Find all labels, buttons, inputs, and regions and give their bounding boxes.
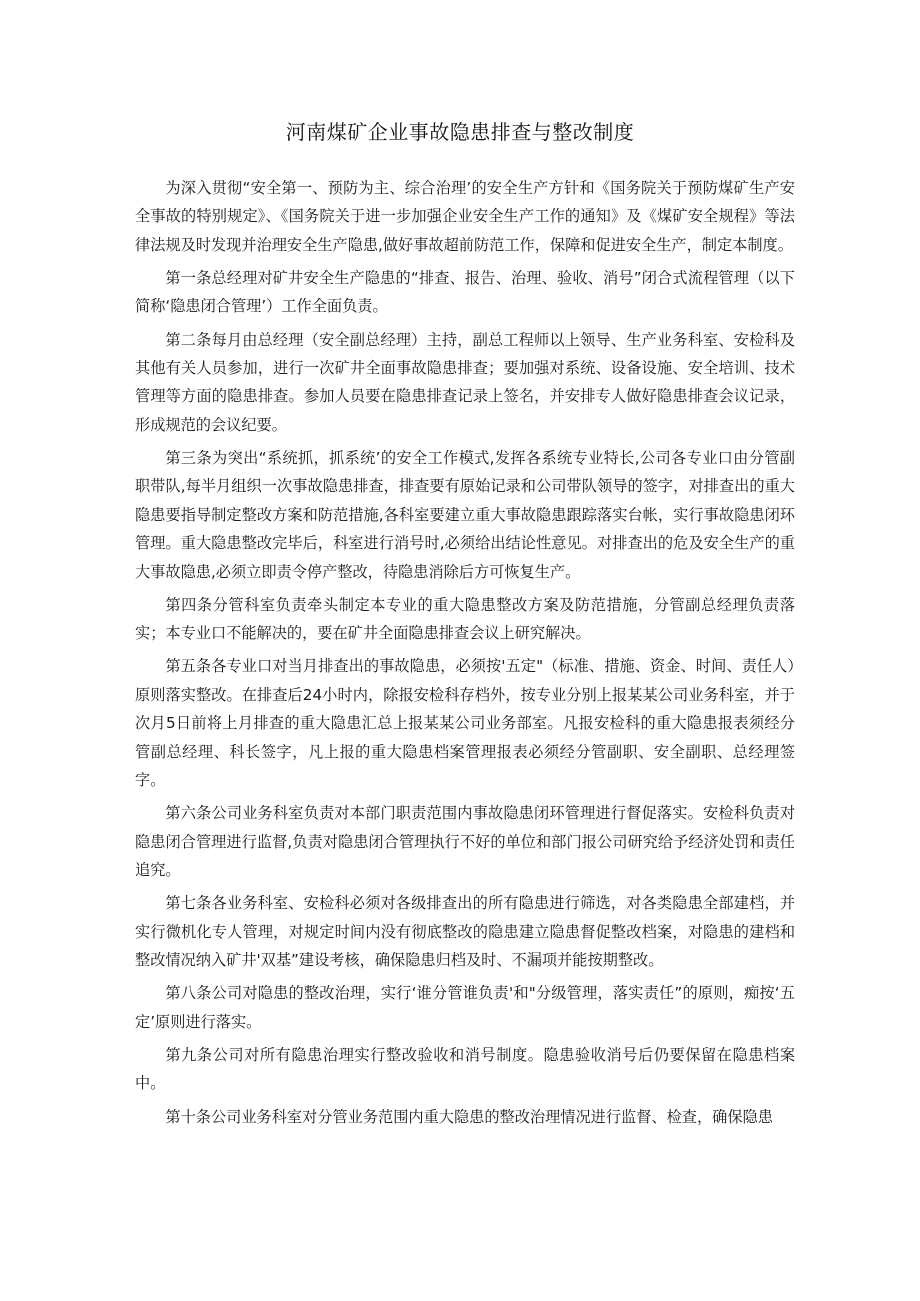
paragraph-article-9: 第九条公司对所有隐患治理实行整改验收和消号制度。隐患验收消号后仍要保留在隐患档案中。 bbox=[135, 1045, 795, 1093]
document-body bbox=[135, 174, 795, 1136]
paragraph-article-7: 第七条各业务科室、安检科必须对各级排查出的所有隐患进行筛选，对各类隐患全部建档，并实行微机化专人管理，对规定时间内没有彻底整改的隐患建立隐患督促整改档案，对隐患的建档和整改情况纳入矿井'双基”建设考核，确保隐患归档及时、不漏项并能按期整改。 bbox=[135, 894, 795, 970]
paragraph-article-8: 第八条公司对隐患的整改治理，实行‘谁分管谁负责'和"分级管理，落实责任”的原则，痴按‘五定’原则进行落实。 bbox=[135, 984, 795, 1031]
paragraph-article-4: 第四条分管科室负责牵头制定本专业的重大隐患整改方案及防范措施，分管副总经理负责落实；本专业口不能解决的，要在矿井全面隐患排查会议上研究解决。 bbox=[135, 595, 795, 643]
paragraph-article-3: 第三条为突出“系统抓，抓系统’的安全工作模式,发挥各系统专业特长,公司各专业口由分管副职带队,每半月组织一次事故隐患排查，排查要有原始记录和公司带队领导的签字，对排查出的重大隐患要指导制定整改方案和防范措施,各科室要建立重大事故隐患跟踪落实台帐，实行事故隐患闭环管理。重大隐患整改完毕后，科室进行消号时,必须给出结论性意见。对排查出的危及安全生产的重大事故隐患,必须立即责令停产整改，待隐患消除后方可恢复生产。 bbox=[135, 449, 795, 581]
paragraph-article-5: 第五条各专业口对当月排查出的事故隐患，必须按'五定"（标准、措施、资金、时间、责任人）原则落实整改。在排查后24小时内，除报安检科存档外，按专业分别上报某某公司业务科室，并于次月5日前将上月排查的重大隐患汇总上报某某公司业务部室。凡报安检科的重大隐患报表须经分管副总经理、科长签字，凡上报的重大隐患档案管理报表必须经分管副职、安全副职、总经理签字。 bbox=[135, 657, 795, 790]
paragraph-article-2: 第二条每月由总经理（安全副总经理）主持，副总工程师以上领导、生产业务科室、安检科及其他有关人员参加，进行一次矿井全面事故隐患排查；要加强对系统、设备设施、安全培训、技术管理等方面的隐患排查。参加人员要在隐患排查记录上签名，并安排专人做好隐患排查会议记录，形成规范的会议纪要。 bbox=[135, 330, 795, 434]
paragraph-article-1: 第一条总经理对矿井安全生产隐患的“排查、报告、治理、验收、消号”闭合式流程管理（以下简称‘隐患闭合管理’）工作全面负责。 bbox=[135, 269, 795, 316]
paragraph-article-10: 第十条公司业务科室对分管业务范围内重大隐患的整改治理情况进行监督、检查，确保隐患 bbox=[165, 1107, 773, 1126]
paragraph-article-6: 第六条公司业务科室负责对本部门职责范围内事故隐患闭环管理进行督促落实。安检科负责对隐患闭合管理进行监督,负责对隐患闭合管理执行不好的单位和部门报公司研究给予经济处罚和责任追究。 bbox=[135, 804, 795, 880]
document-title: 河南煤矿企业事故隐患排查与整改制度 bbox=[285, 120, 635, 144]
paragraph-intro: 为深入贯彻“安全第一、预防为主、综合治理’的安全生产方针和《国务院关于预防煤矿生产安全事故的特别规定》、《国务院关于进一步加强企业安全生产工作的通知》及《煤矿安全规程》等法律法规及时发现并治理安全生产隐患,做好事故超前防范工作，保障和促进安全生产，制定本制度。 bbox=[135, 179, 795, 254]
